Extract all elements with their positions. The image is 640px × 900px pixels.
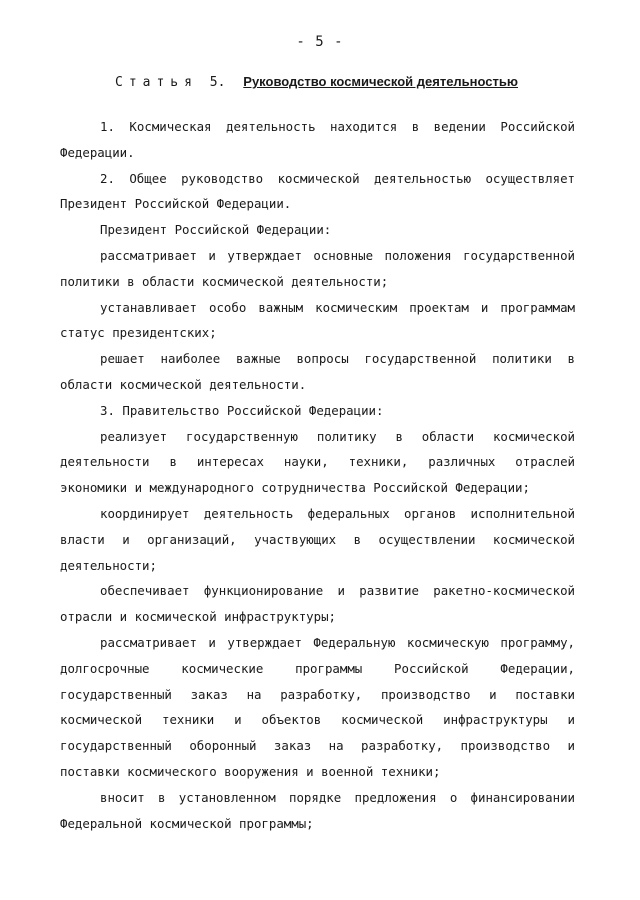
text-line: вносит в установленном порядке предложения о финансировании [100, 789, 575, 805]
text-line: Президент Российской Федерации: [100, 222, 332, 238]
text-line: статус президентских; [60, 325, 217, 341]
text-line: области космической деятельности. [60, 376, 307, 392]
article-body [60, 114, 575, 836]
article-word: Статья [115, 75, 198, 90]
text-line: 3. Правительство Российской Федерации: [100, 402, 384, 418]
text-line: реализует государственную политику в области космической [100, 428, 575, 444]
text-line: деятельности; [60, 557, 157, 573]
text-line: деятельности в интересах науки, техники, различных отраслей [60, 454, 575, 470]
text-line: 2. Общее руководство космической деятельностью осуществляет [100, 170, 575, 186]
text-line: долгосрочные космические программы Российской Федерации, [60, 660, 575, 676]
article-heading [115, 74, 518, 90]
text-line: государственный оборонный заказ на разработку, производство и [60, 738, 575, 754]
page-number: - 5 - [296, 34, 344, 50]
text-line: координирует деятельность федеральных органов исполнительной [100, 505, 575, 521]
article-title: Руководство космической деятельностью [243, 74, 518, 89]
text-line: рассматривает и утверждает Федеральную космическую программу, [100, 634, 575, 650]
text-line: политики в области космической деятельности; [60, 273, 389, 289]
text-line: отрасли и космической инфраструктуры; [60, 609, 337, 625]
text-line: Федеральной космической программы; [60, 815, 314, 831]
text-line: решает наиболее важные вопросы государственной политики в [100, 351, 575, 367]
text-line: Президент Российской Федерации. [60, 196, 292, 212]
text-line: поставки космического вооружения и военной техники; [60, 763, 441, 779]
text-line: Федерации. [60, 144, 135, 160]
article-number: 5. [209, 75, 226, 90]
text-line: государственный заказ на разработку, производство и поставки [60, 686, 575, 702]
text-line: космической техники и объектов космической инфраструктуры и [60, 712, 575, 728]
text-line: устанавливает особо важным космическим проектам и программам [100, 299, 575, 315]
text-line: 1. Космическая деятельность находится в ведении Российской [100, 119, 575, 134]
text-line: обеспечивает функционирование и развитие ракетно-космической [100, 583, 575, 599]
text-line: рассматривает и утверждает основные положения государственной [100, 247, 575, 263]
text-line: власти и организаций, участвующих в осуществлении космической [60, 531, 575, 547]
text-line: экономики и международного сотрудничества Российской Федерации; [60, 480, 530, 496]
